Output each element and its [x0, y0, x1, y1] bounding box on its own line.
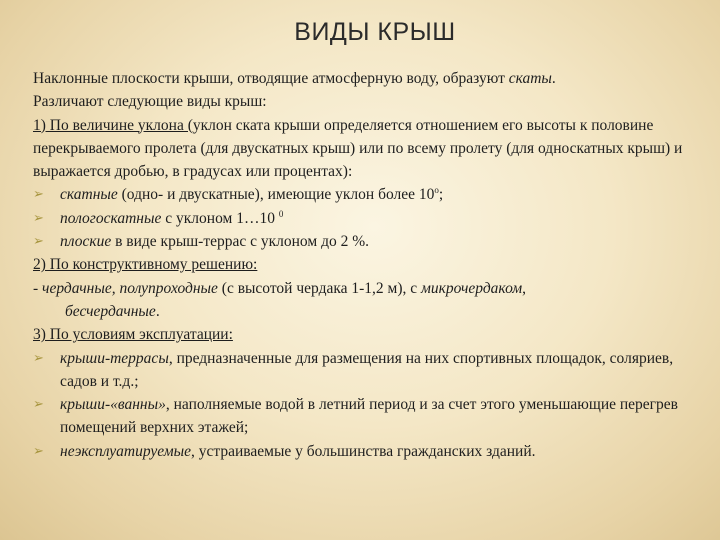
- bullet-text: (одно- и двускатные), имеющие уклон более 10: [117, 186, 435, 204]
- section2-line1: [33, 277, 703, 300]
- arrow-bullet-icon: ➢: [33, 210, 44, 226]
- intro-end: .: [551, 70, 556, 87]
- intro-text: Наклонные плоскости крыши, отводящие атмосферную воду, образуют: [33, 70, 509, 87]
- list-item: [33, 183, 703, 206]
- bullet-term: пологоскатные: [60, 209, 162, 227]
- section3-heading: 3) По условиям эксплуатации:: [33, 326, 233, 344]
- arrow-bullet-icon: ➢: [33, 443, 44, 459]
- arrow-bullet-icon: ➢: [33, 397, 44, 413]
- section2-heading: 2) По конструктивному решению:: [33, 256, 258, 274]
- section2-term3: бесчердачные: [65, 302, 156, 320]
- list-item: [33, 440, 703, 463]
- list-item: [33, 207, 703, 230]
- lead-text: Различают следующие виды крыш:: [33, 93, 267, 111]
- intro-paragraph: [33, 67, 703, 90]
- list-item: [33, 347, 703, 394]
- section2-line2: [33, 300, 703, 323]
- bullet-text: , наполняемые водой в летний период и за счет этого уменьшающие перегрев помещений верхних этажей;: [60, 396, 678, 437]
- section2-term2: микрочердаком: [421, 279, 523, 297]
- slide-body: [33, 67, 703, 463]
- bullet-text: , предназначенные для размещения на них спортивных площадок, соляриев, садов и т.д.;: [60, 349, 674, 390]
- section1-heading: 1) По величине уклона (: [33, 116, 193, 134]
- list-item: [33, 393, 703, 440]
- bullet-term: плоские: [60, 233, 112, 251]
- bullet-end: ;: [438, 186, 444, 204]
- section1-paragraph: [33, 114, 703, 184]
- bullet-term: скатные: [60, 186, 118, 204]
- section2-text1: (с высотой чердака 1-1,2 м), с: [217, 279, 422, 297]
- slide-title: ВИДЫ КРЫШ: [294, 18, 456, 46]
- bullet-term: неэксплуатируемые: [60, 442, 192, 460]
- section2-text2: ,: [522, 279, 527, 297]
- arrow-bullet-icon: ➢: [33, 234, 44, 250]
- bullet-sup: о: [434, 185, 439, 196]
- bullet-sup: 0: [278, 208, 284, 219]
- list-item: [33, 230, 703, 253]
- bullet-term: крыши-террасы: [60, 349, 169, 367]
- bullet-text: в виде крыш-террас с уклоном до 2 %.: [111, 233, 369, 251]
- section1-text: уклон ската крыши определяется отношением его высоты к половине перекрываемого пролета (для двускатных крыш) или по всему пролету (для односкатных крыш) и выражается дробью, в градусах или процентах):: [33, 116, 683, 181]
- section2-term1: чердачные, полупроходные: [42, 279, 218, 297]
- section2-text3: .: [155, 302, 160, 320]
- arrow-bullet-icon: ➢: [33, 350, 44, 366]
- arrow-bullet-icon: ➢: [33, 187, 44, 203]
- section2-prefix: -: [33, 279, 43, 297]
- bullet-term: крыши-«ванны»: [60, 396, 166, 414]
- bullet-text: с уклоном 1…10: [161, 209, 279, 227]
- intro-term: скаты: [508, 70, 552, 87]
- bullet-text: , устраиваемые у большинства гражданских зданий.: [191, 442, 536, 460]
